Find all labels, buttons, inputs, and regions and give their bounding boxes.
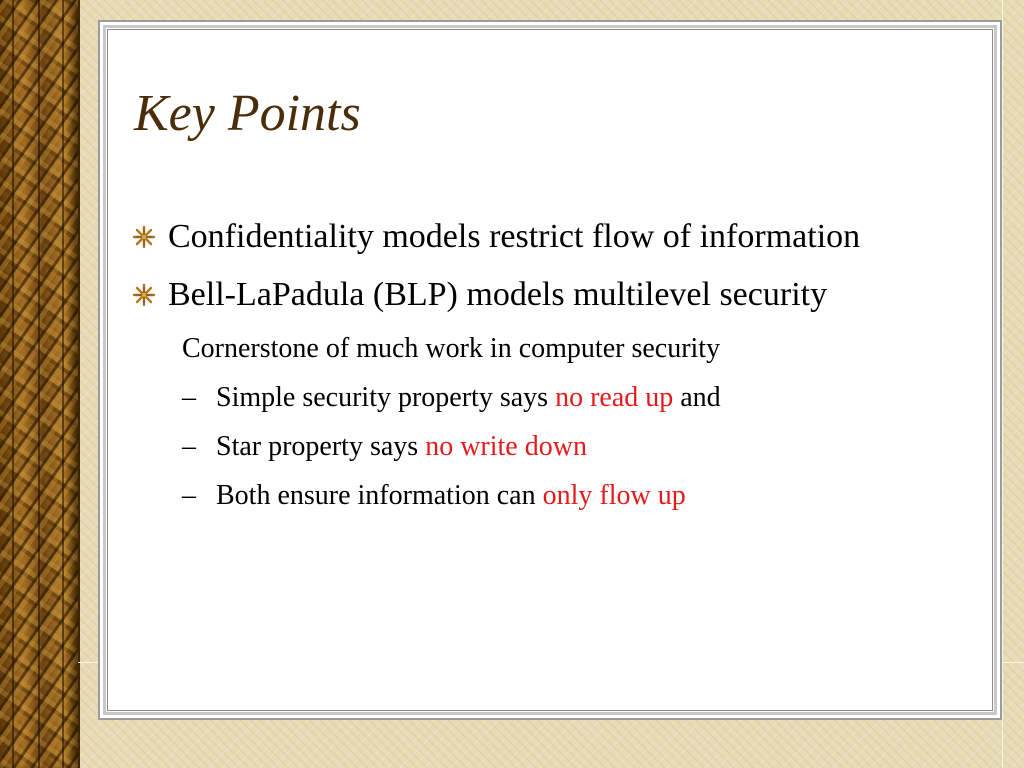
decorative-guide-line-vertical xyxy=(1002,0,1003,768)
sub-bullet-text: Simple security property says xyxy=(216,382,556,413)
slide-body xyxy=(132,208,984,520)
sub-bullet-item xyxy=(132,471,984,520)
dash-marker: – xyxy=(182,431,196,462)
sub-bullet-highlight: no write down xyxy=(425,431,587,462)
strip-ridge xyxy=(62,0,64,768)
sub-bullet-item xyxy=(132,373,984,422)
sub-bullet-text: Both ensure information can xyxy=(216,480,543,511)
bullet-text: Bell-LaPadula (BLP) models multilevel security xyxy=(168,276,828,313)
dash-marker: – xyxy=(182,382,196,413)
strip-ridge xyxy=(38,0,40,768)
slide-content-area xyxy=(103,25,997,715)
sub-bullet-highlight: only flow up xyxy=(542,480,686,511)
bullet-item xyxy=(132,266,984,324)
sub-bullet-text: Star property says xyxy=(216,431,426,462)
bullet-item xyxy=(132,208,984,266)
sub-intro-text: Cornerstone of much work in computer security xyxy=(182,333,721,364)
slide-frame xyxy=(98,20,1002,720)
sub-bullet-highlight: no read up xyxy=(555,382,674,413)
dash-marker: – xyxy=(182,480,196,511)
bullet-text: Confidentiality models restrict flow of information xyxy=(168,218,861,255)
slide-title: Key Points xyxy=(134,85,361,142)
decorative-wood-strip xyxy=(0,0,80,768)
starburst-bullet-icon xyxy=(132,283,156,307)
sub-bullet-item xyxy=(132,422,984,471)
starburst-bullet-icon xyxy=(132,225,156,249)
strip-ridge xyxy=(12,0,14,768)
sub-bullet-text-tail: and xyxy=(673,382,721,413)
